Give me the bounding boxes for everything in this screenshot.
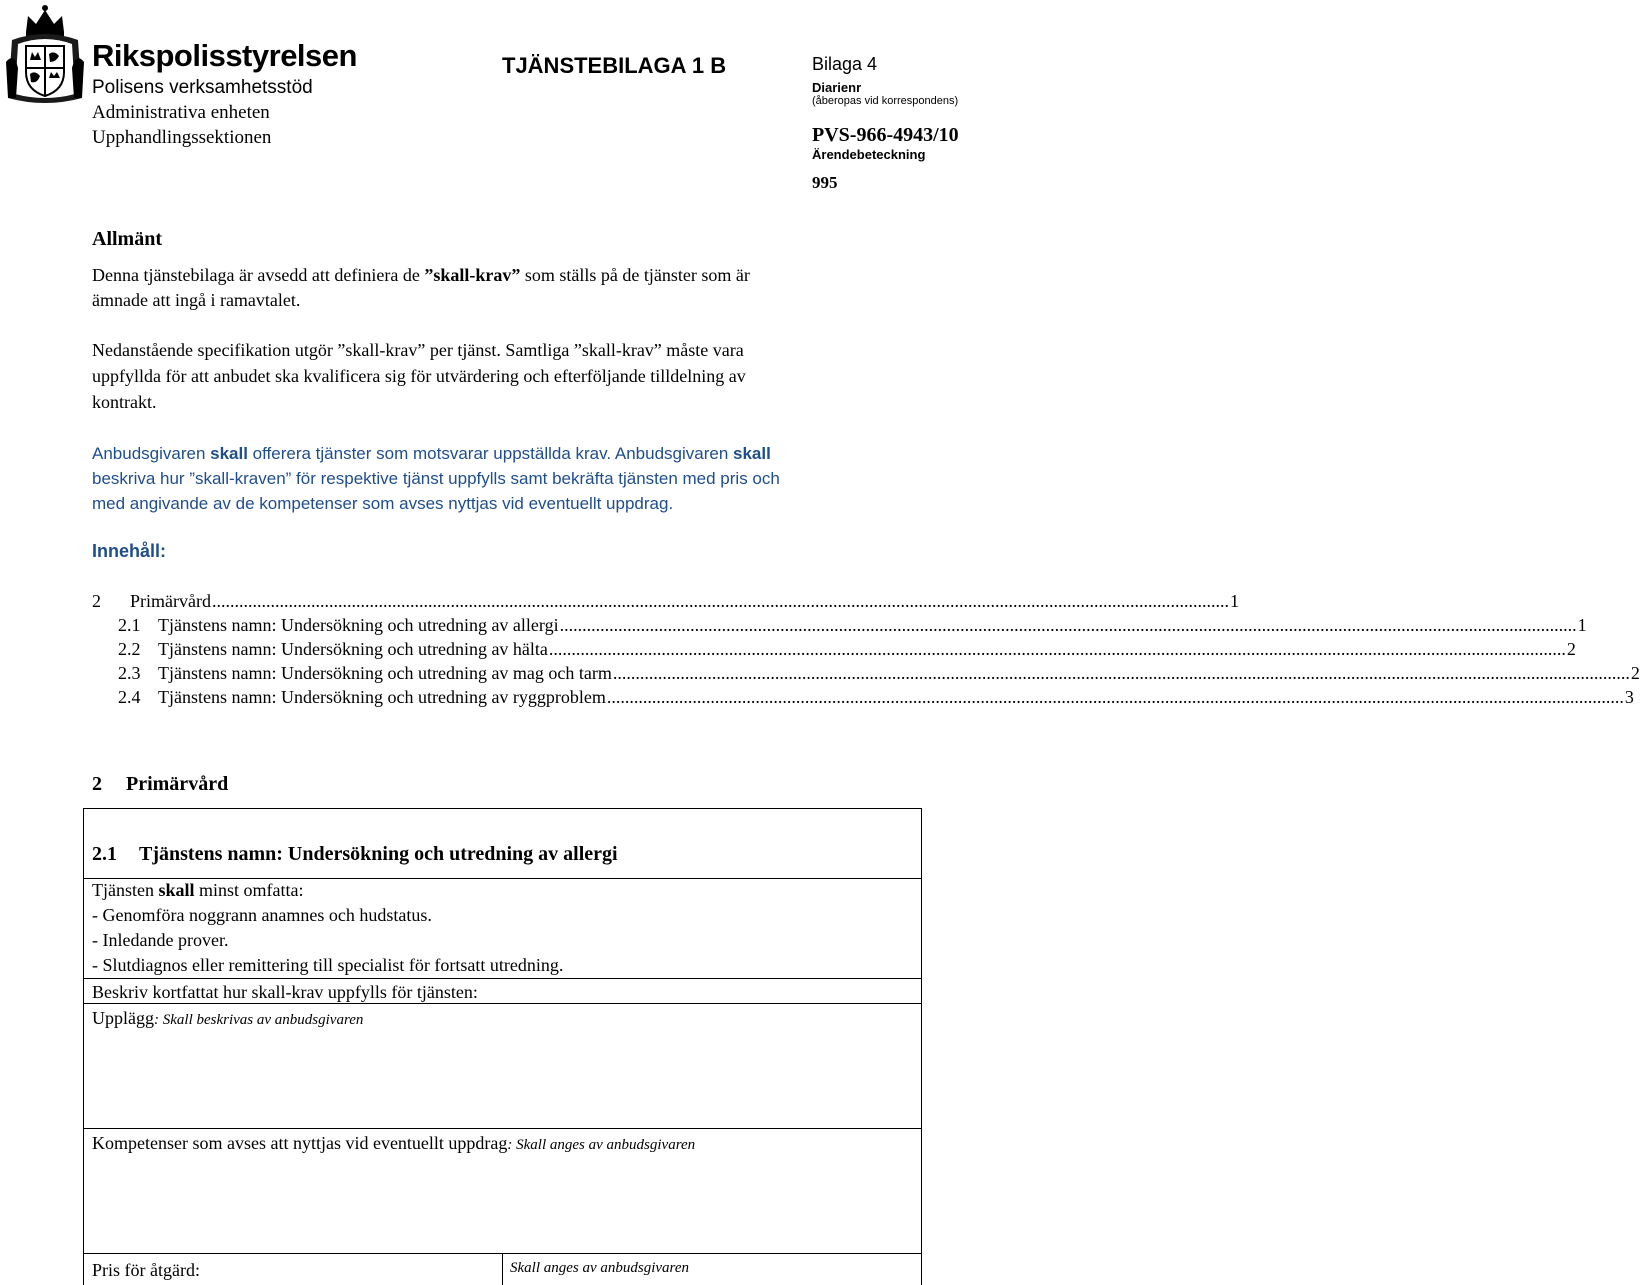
toc-entry-number: 2.1 xyxy=(118,615,141,635)
toc-entry-page: 2 xyxy=(1630,663,1640,683)
price-label: Pris för åtgärd: xyxy=(92,1260,200,1280)
toc-entry-page: 1 xyxy=(1577,615,1587,635)
diarienr-note: (åberopas vid korrespondens) xyxy=(812,95,959,107)
kompetens-label: Kompetenser som avses att nyttjas vid eventuellt uppdrag xyxy=(92,1133,508,1153)
kompetens-field-label[interactable] xyxy=(92,1133,695,1154)
service-number: 2.1 xyxy=(92,843,117,865)
arende-label: Ärendebeteckning xyxy=(812,147,926,162)
section-heading xyxy=(92,773,228,796)
diarienr-label: Diarienr xyxy=(812,80,862,95)
offer-paragraph-line-3: med angivande av de kompetenser som avses nyttjas vid eventuellt uppdrag. xyxy=(92,494,674,513)
divider xyxy=(83,978,922,979)
toc-leader: .................................................................................................................................................................................................................................. xyxy=(606,687,1624,707)
divider xyxy=(83,1128,922,1129)
case-number: PVS-966-4943/10 xyxy=(812,124,959,146)
text-span: offerera tjänster som motsvarar uppställda krav. Anbudsgivaren xyxy=(247,444,734,463)
allmant-heading: Allmänt xyxy=(92,228,162,250)
price-field[interactable]: Skall anges av anbudsgivaren xyxy=(510,1260,689,1276)
toc-entry-page: 1 xyxy=(1229,591,1239,611)
toc-leader: .................................................................................................................................................................................................................................. xyxy=(211,591,1229,611)
department-line: Polisens verksamhetsstöd xyxy=(92,77,313,98)
toc-entry-title: Tjänstens namn: Undersökning och utredning av ryggproblem xyxy=(158,687,606,707)
toc-leader: .................................................................................................................................................................................................................................. xyxy=(612,663,1630,683)
requirement-item: - Slutdiagnos eller remittering till specialist för fortsatt utredning. xyxy=(92,955,564,975)
spec-paragraph-line-1: Nedanstående specifikation utgör ”skall-krav” per tjänst. Samtliga ”skall-krav” måste vara xyxy=(92,340,744,360)
toc-entry[interactable] xyxy=(92,663,1640,687)
text-span: Denna tjänstebilaga är avsedd att definiera de xyxy=(92,265,425,285)
section-title: Primärvård xyxy=(126,773,229,795)
toc-entry-number: 2.3 xyxy=(118,663,141,683)
skall-emphasis: skall xyxy=(158,880,195,900)
requirement-intro xyxy=(92,880,304,901)
service-heading xyxy=(92,843,618,866)
toc-entry-number: 2 xyxy=(92,591,101,611)
skall-emphasis: skall xyxy=(733,444,771,463)
toc-leader: .................................................................................................................................................................................................................................. xyxy=(559,615,1577,635)
text-span: Anbudsgivaren xyxy=(92,444,211,463)
text-span: som ställs på de tjänster som är xyxy=(520,265,750,285)
kompetens-note: : Skall anges av anbudsgivaren xyxy=(507,1137,696,1153)
toc-entry-page: 2 xyxy=(1566,639,1576,659)
skall-krav-emphasis: ”skall-krav” xyxy=(424,265,521,285)
bilaga-label: Bilaga 4 xyxy=(812,54,878,74)
toc-entry[interactable] xyxy=(92,615,1587,639)
toc-heading: Innehåll: xyxy=(92,541,167,561)
coat-of-arms-logo xyxy=(4,2,86,108)
section-number: 2 xyxy=(92,773,102,795)
skall-emphasis: skall xyxy=(210,444,248,463)
text-span: Tjänsten xyxy=(92,880,159,900)
requirement-item: - Inledande prover. xyxy=(92,930,229,950)
toc-entry-number: 2.4 xyxy=(118,687,141,707)
intro-paragraph-line-2: ämnade att ingå i ramavtalet. xyxy=(92,290,301,310)
upplagg-note: : Skall beskrivas av anbudsgivaren xyxy=(154,1012,364,1028)
upplagg-field-label[interactable] xyxy=(92,1008,363,1029)
toc-entry[interactable] xyxy=(92,687,1634,711)
intro-paragraph-line-1 xyxy=(92,263,750,288)
unit-line: Administrativa enheten xyxy=(92,102,270,123)
text-span: minst omfatta: xyxy=(194,880,304,900)
describe-label: Beskriv kortfattat hur skall-krav uppfylls för tjänsten: xyxy=(92,982,478,1002)
divider xyxy=(502,1253,503,1285)
document-title: TJÄNSTEBILAGA 1 B xyxy=(502,53,727,78)
offer-paragraph-line-1 xyxy=(92,441,771,466)
arende-value: 995 xyxy=(812,173,838,192)
table-of-contents xyxy=(92,591,1640,711)
service-title: Tjänstens namn: Undersökning och utredning av allergi xyxy=(139,843,618,865)
divider xyxy=(83,878,922,879)
section-line: Upphandlingssektionen xyxy=(92,127,272,148)
spec-paragraph-line-2: uppfyllda för att anbudet ska kvalificera sig för utvärdering och efterföljande tilldelning av xyxy=(92,366,746,386)
divider xyxy=(83,1003,922,1004)
requirement-item: - Genomföra noggrann anamnes och hudstatus. xyxy=(92,905,432,925)
offer-paragraph-line-2: beskriva hur ”skall-kraven” för respektive tjänst uppfylls samt bekräfta tjänsten med pris och xyxy=(92,469,780,488)
organization-name: Rikspolisstyrelsen xyxy=(92,38,357,73)
toc-entry-title: Tjänstens namn: Undersökning och utredning av hälta xyxy=(158,639,548,659)
toc-entry-title: Primärvård xyxy=(130,591,211,611)
toc-entry-title: Tjänstens namn: Undersökning och utredning av mag och tarm xyxy=(158,663,612,683)
spec-paragraph-line-3: kontrakt. xyxy=(92,392,157,412)
toc-entry[interactable] xyxy=(92,639,1576,663)
toc-leader: .................................................................................................................................................................................................................................. xyxy=(548,639,1566,659)
toc-entry-page: 3 xyxy=(1624,687,1634,707)
upplagg-label: Upplägg xyxy=(92,1008,154,1028)
toc-entry-title: Tjänstens namn: Undersökning och utredning av allergi xyxy=(158,615,559,635)
toc-entry[interactable] xyxy=(92,591,1239,615)
toc-entry-number: 2.2 xyxy=(118,639,141,659)
